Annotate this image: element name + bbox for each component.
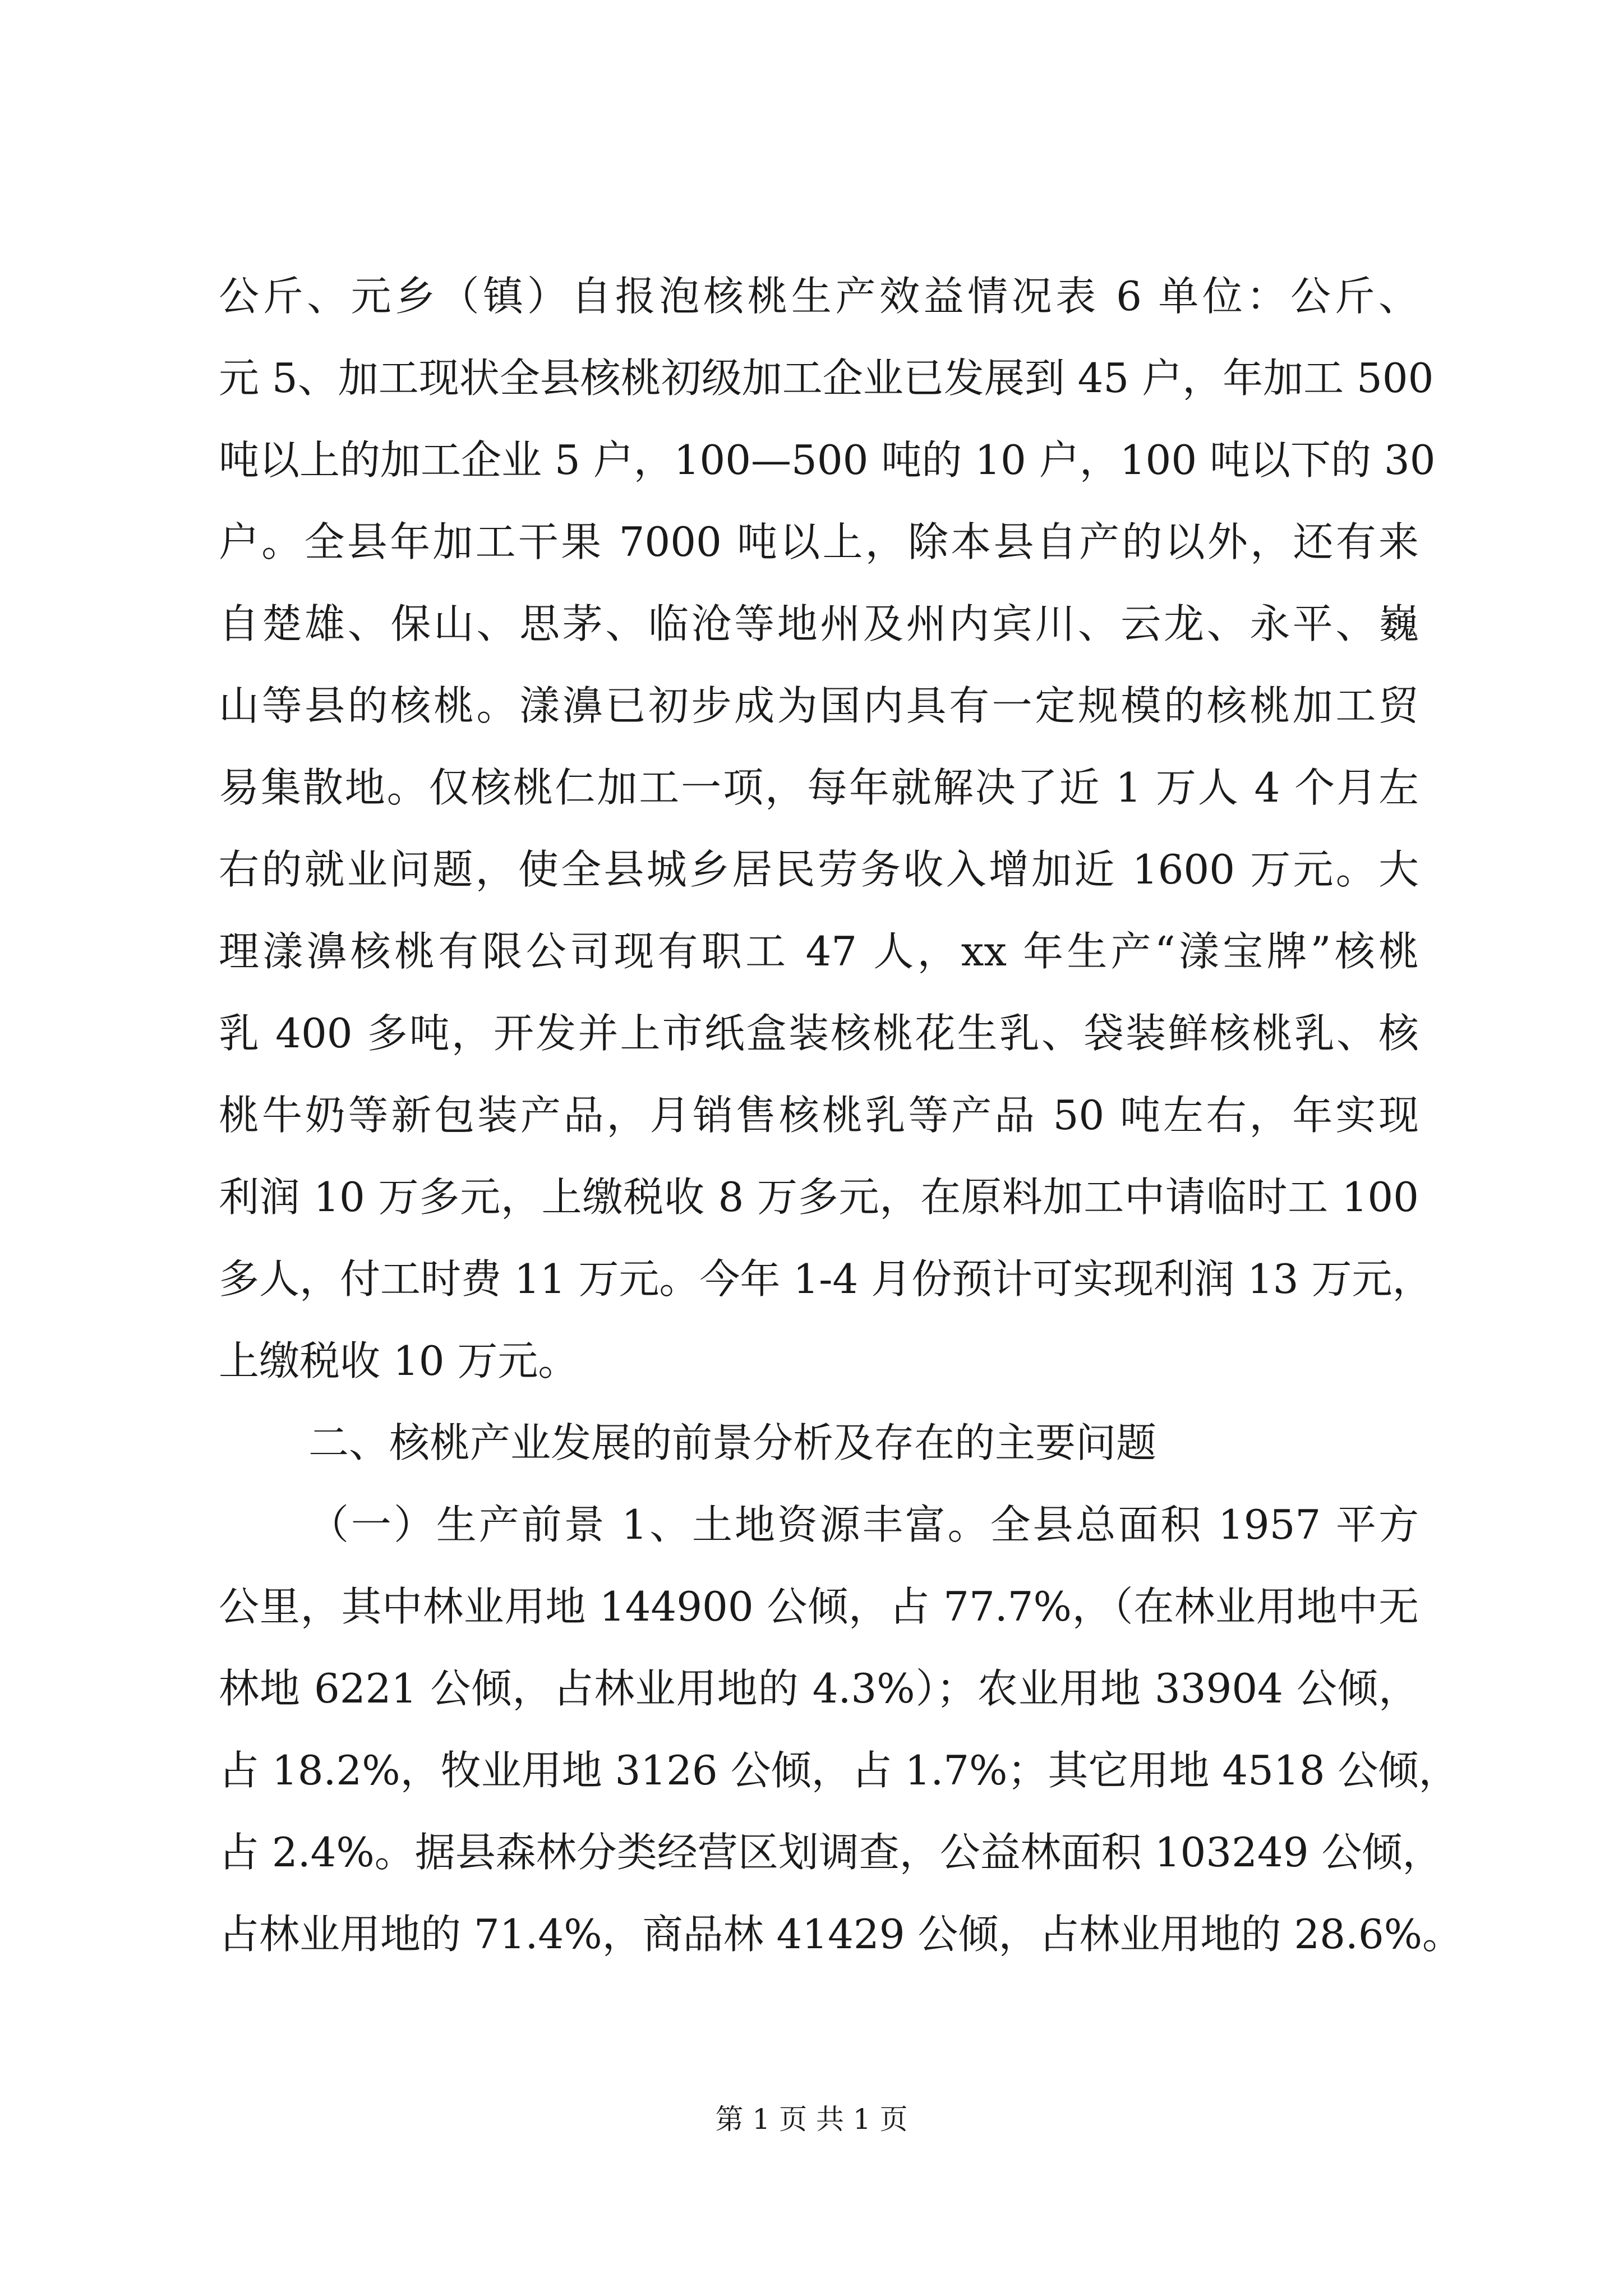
text-line: 占 18.2%，牧业用地 3126 公倾，占 1.7%；其它用地 4518 公倾， (219, 1747, 1459, 1794)
text-line: 山等县的核桃。漾濞已初步成为国内具有一定规模的核桃加工贸 (219, 682, 1419, 729)
text-line: 占 2.4%。据县森林分类经营区划调查，公益林面积 103249 公倾， (219, 1829, 1443, 1876)
text-line: 多人，付工时费 11 万元。今年 1-4 月份预计可实现利润 13 万元， (219, 1255, 1433, 1303)
text-line: （一）生产前景 1、土地资源丰富。全县总面积 1957 平方 (308, 1501, 1419, 1548)
text-line: 利润 10 万多元，上缴税收 8 万多元，在原料加工中请临时工 100 (219, 1174, 1419, 1221)
text-line: 理漾濞核桃有限公司现有职工 47 人，xx 年生产“漾宝牌”核桃 (219, 928, 1419, 975)
text-line: 林地 6221 公倾，占林业用地的 4.3%）；农业用地 33904 公倾， (219, 1665, 1419, 1712)
text-line: 乳 400 多吨，开发并上市纸盒装核桃花生乳、袋装鲜核桃乳、核 (219, 1010, 1419, 1057)
page-footer (0, 2102, 1623, 2136)
text-line: 上缴税收 10 万元。 (219, 1337, 579, 1384)
text-line: 户。全县年加工干果 7000 吨以上，除本县自产的以外，还有来 (219, 518, 1419, 565)
document-body (219, 255, 1463, 1975)
page-number-label: 第 1 页 共 1 页 (715, 2103, 908, 2136)
section-heading: 二、核桃产业发展的前景分析及存在的主要问题 (308, 1419, 1157, 1466)
text-line: 占林业用地的 71.4%，商品林 41429 公倾，占林业用地的 28.6%。 (219, 1911, 1463, 1958)
text-line: 右的就业问题，使全县城乡居民劳务收入增加近 1600 万元。大 (219, 846, 1419, 893)
text-line: 易集散地。仅核桃仁加工一项，每年就解决了近 1 万人 4 个月左 (219, 764, 1419, 811)
text-line: 自楚雄、保山、思茅、临沧等地州及州内宾川、云龙、永平、巍 (219, 600, 1419, 647)
text-line: 吨以上的加工企业 5 户，100—500 吨的 10 户，100 吨以下的 30 (219, 436, 1436, 484)
text-line: 公斤、元乡（镇）自报泡核桃生产效益情况表 6 单位：公斤、 (219, 273, 1419, 320)
text-line: 桃牛奶等新包装产品，月销售核桃乳等产品 50 吨左右，年实现 (219, 1092, 1419, 1139)
text-line: 元 5、加工现状全县核桃初级加工企业已发展到 45 户，年加工 500 (219, 355, 1434, 402)
text-line: 公里，其中林业用地 144900 公倾，占 77.7%，（在林业用地中无 (219, 1583, 1419, 1630)
